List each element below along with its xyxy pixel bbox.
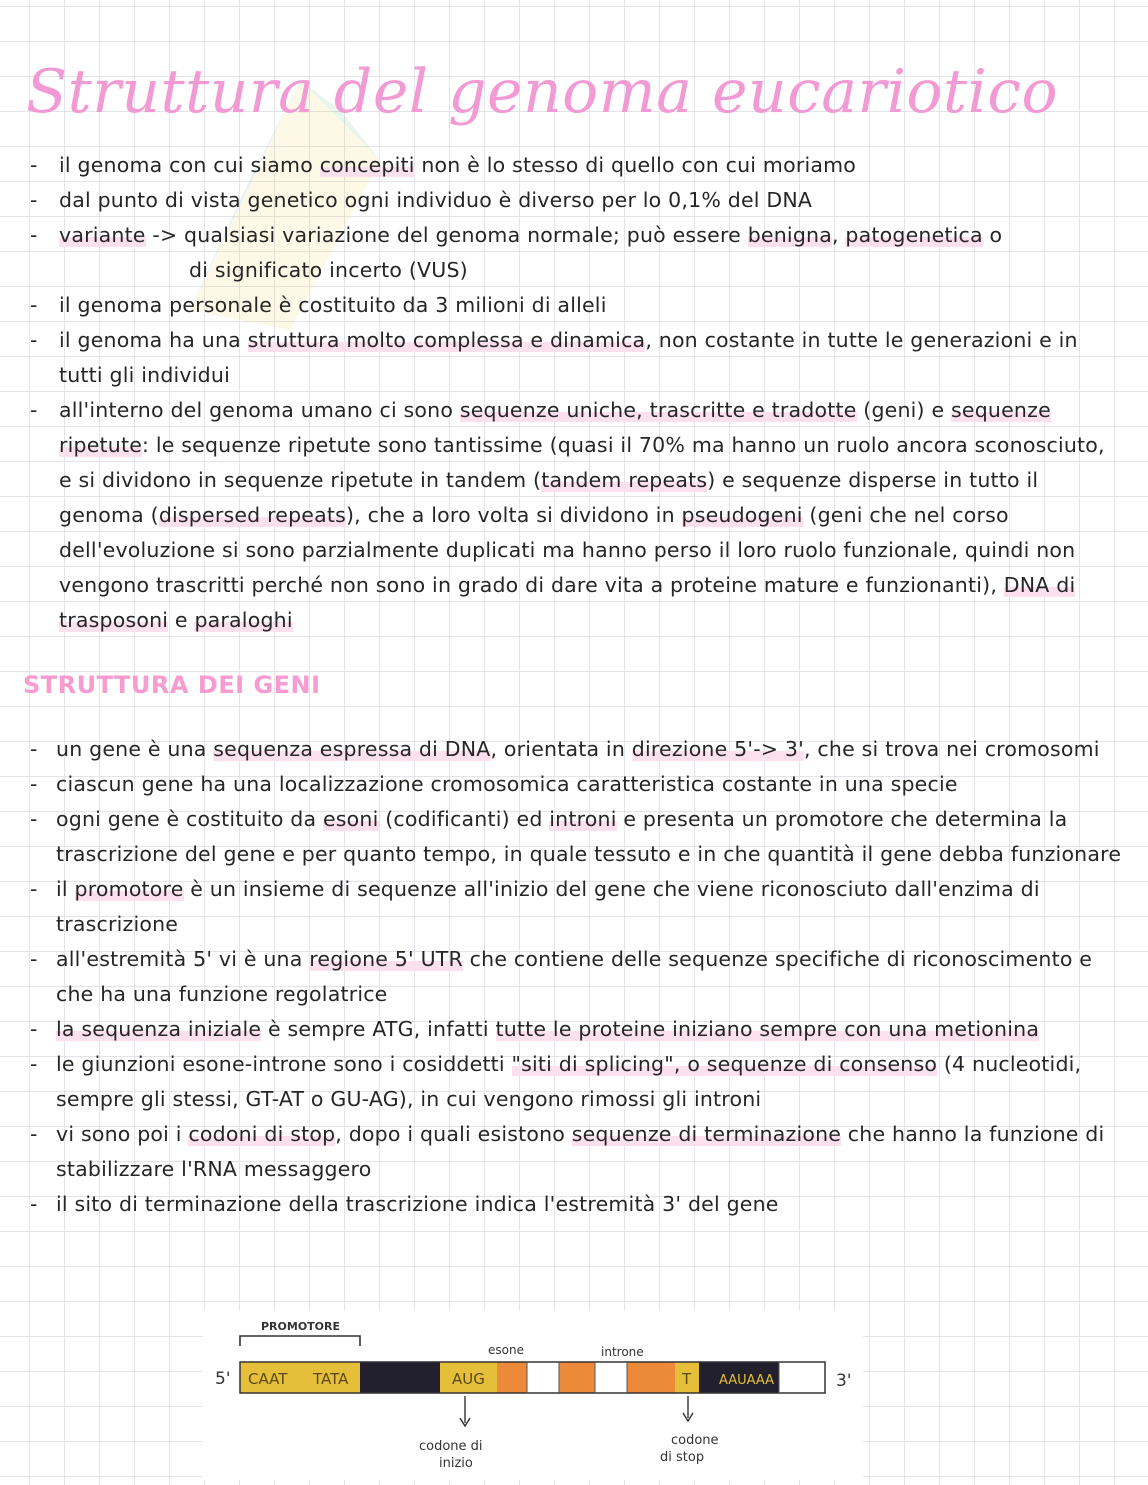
bullet-dash: - bbox=[30, 1122, 38, 1146]
bullet-dash: - bbox=[30, 877, 38, 901]
segment-utr5 bbox=[360, 1362, 440, 1393]
segment-exon-2 bbox=[559, 1362, 595, 1393]
bullet-dash: - bbox=[30, 1192, 38, 1216]
segment-spacer bbox=[292, 1362, 308, 1393]
list-item: - ciascun gene ha una localizzazione cromosomica caratteristica costante in una specie bbox=[0, 767, 1126, 802]
list-item: - ogni gene è costituito da esoni (codificanti) ed introni e presenta un promotore che determina la trascrizione del gene e per quanto tempo, in quale tessuto e in che quantità il gene debba funzionare bbox=[0, 802, 1126, 872]
segment-exon-1 bbox=[497, 1362, 527, 1393]
bullet-dash: - bbox=[30, 328, 38, 352]
segment-utr3 bbox=[699, 1362, 717, 1393]
bullet-dash: - bbox=[30, 188, 38, 212]
bullet-dash: - bbox=[30, 153, 38, 177]
list-item: - la sequenza iniziale è sempre ATG, infatti tutte le proteine iniziano sempre con una metionina bbox=[0, 1012, 1126, 1047]
start-codon-label-2: inizio bbox=[439, 1456, 473, 1471]
list-item: - il genoma ha una struttura molto complessa e dinamica, non costante in tutte le generazioni e in tutti gli individui bbox=[0, 323, 1117, 393]
bullet-dash: - bbox=[30, 223, 38, 247]
promoter-label: PROMOTORE bbox=[261, 1320, 341, 1333]
list-item: - dal punto di vista genetico ogni individuo è diverso per lo 0,1% del DNA bbox=[0, 183, 1117, 218]
bullet-dash: - bbox=[30, 737, 38, 761]
segment-end bbox=[779, 1362, 825, 1393]
caat-label: CAAT bbox=[248, 1370, 288, 1388]
intro-list bbox=[0, 148, 1117, 638]
five-prime-label: 5' bbox=[215, 1369, 231, 1389]
list-item: - le giunzioni esone-introne sono i cosiddetti "siti di splicing", o sequenze di consenso (4 nucleotidi, sempre gli stessi, GT-AT o GU-AG), in cui vengono rimossi gli introni bbox=[0, 1047, 1126, 1117]
list-item: - il promotore è un insieme di sequenze all'inizio del gene che viene riconosciuto dall'enzima di trascrizione bbox=[0, 872, 1126, 942]
bullet-dash: - bbox=[30, 807, 38, 831]
list-item: - il genoma con cui siamo concepiti non è lo stesso di quello con cui moriamo bbox=[0, 148, 1117, 183]
list-item: - all'interno del genoma umano ci sono sequenze uniche, trascritte e tradotte (geni) e sequenze ripetute: le sequenze ripetute sono tantissime (quasi il 70% ma hanno un ruolo ancora sconosciuto, e si dividono in sequenze ripetute in tandem (tandem repeats) e sequenze disperse in tutto il genoma (dispersed repeats), che a loro volta si dividono in pseudogeni (geni che nel corso dell'evoluzione si sono parzialmente duplicati ma hanno perso il loro ruolo funzionale, quindi non vengono trascritti perché non sono in grado di dare vita a proteine mature e funzionanti), DNA di trasposoni e paraloghi bbox=[0, 393, 1117, 638]
bullet-dash: - bbox=[30, 398, 38, 422]
list-item: - variante -> qualsiasi variazione del genoma normale; può essere benigna, patogenetica o di significato incerto (VUS) bbox=[0, 218, 1117, 288]
list-item: - un gene è una sequenza espressa di DNA, orientata in direzione 5'-> 3', che si trova nei cromosomi bbox=[0, 732, 1126, 767]
section-title: STRUTTURA DEI GENI bbox=[23, 671, 321, 699]
bullet-dash: - bbox=[30, 1052, 38, 1076]
list-item: - vi sono poi i codoni di stop, dopo i quali esistono sequenze di terminazione che hanno la funzione di stabilizzare l'RNA messaggero bbox=[0, 1117, 1126, 1187]
list-item: - il sito di terminazione della trascrizione indica l'estremità 3' del gene bbox=[0, 1187, 1126, 1222]
segment-exon-3 bbox=[627, 1362, 675, 1393]
segment-intron-2 bbox=[595, 1362, 627, 1393]
aauaaa-label: AAUAAA bbox=[719, 1373, 775, 1388]
tata-label: TATA bbox=[313, 1370, 349, 1388]
bullet-dash: - bbox=[30, 772, 38, 796]
exon-label: esone bbox=[488, 1343, 524, 1357]
start-codon-label: codone di bbox=[419, 1439, 483, 1454]
intron-label: introne bbox=[601, 1345, 644, 1359]
gene-list bbox=[0, 732, 1126, 1222]
three-prime-label: 3' bbox=[836, 1371, 852, 1391]
segment-intron-1 bbox=[527, 1362, 559, 1393]
gene-structure-diagram bbox=[203, 1310, 863, 1480]
bullet-dash: - bbox=[30, 947, 38, 971]
page-title: Struttura del genoma eucariotico bbox=[26, 57, 1059, 127]
bullet-dash: - bbox=[30, 1017, 38, 1041]
gene-diagram-svg bbox=[203, 1310, 863, 1480]
t-label: T bbox=[682, 1370, 692, 1388]
stop-codon-label-2: di stop bbox=[660, 1450, 705, 1465]
bullet-dash: - bbox=[30, 293, 38, 317]
list-item: - all'estremità 5' vi è una regione 5' UTR che contiene delle sequenze specifiche di riconoscimento e che ha una funzione regolatrice bbox=[0, 942, 1126, 1012]
stop-codon-label: codone bbox=[671, 1433, 719, 1448]
aug-label: AUG bbox=[452, 1370, 485, 1388]
list-item: - il genoma personale è costituito da 3 milioni di alleli bbox=[0, 288, 1117, 323]
promoter-bracket bbox=[240, 1336, 360, 1346]
